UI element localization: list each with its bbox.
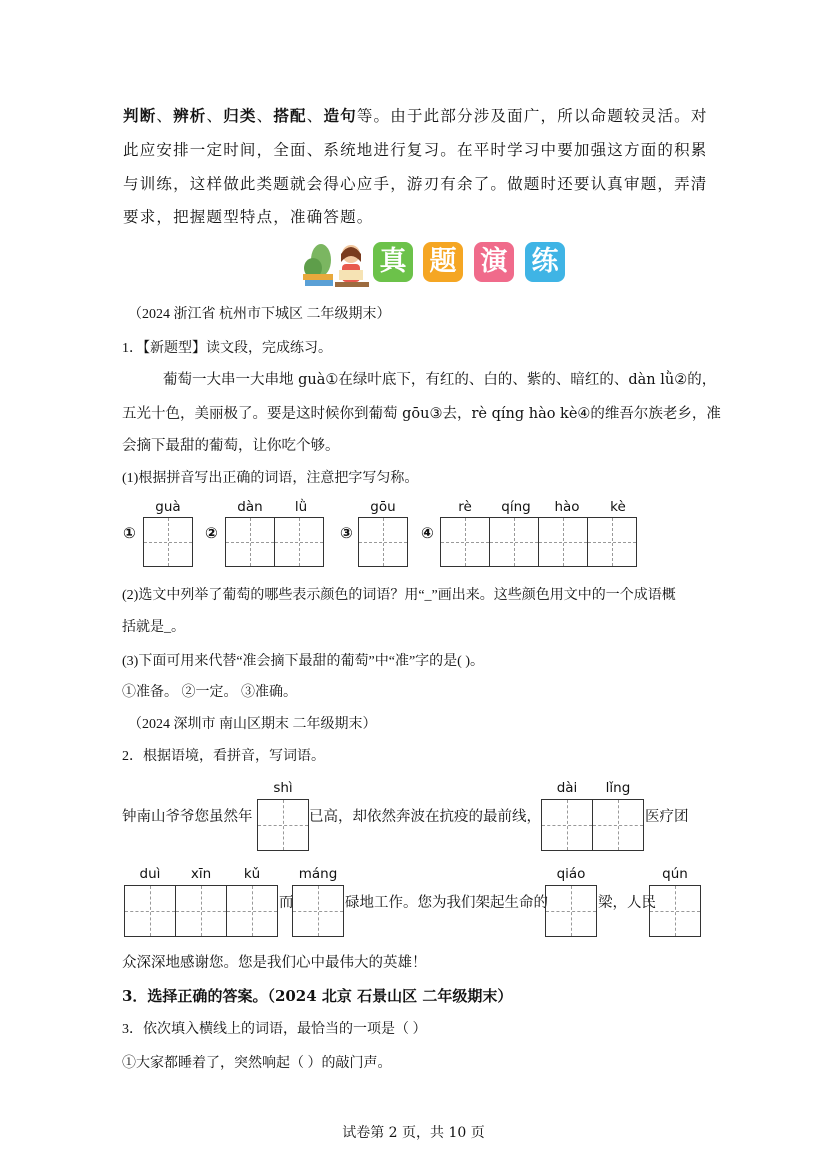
term-match: 搭配 [273,106,307,125]
label-1: ① [123,524,136,542]
pinyin-dui: duì [139,866,161,882]
q2-row1-c: 医疗团 [645,809,689,825]
pinyin-qiao: qiáo [556,866,586,882]
answer-grid-4[interactable] [440,517,636,567]
q2-row3: 众深深地感谢您。您是我们心中最伟大的英雄！ [122,955,427,971]
banner-tile-lian: 练 [525,242,565,282]
pinyin-re: rè [458,499,472,515]
answer-grid-duixinku[interactable] [124,885,277,937]
intro-line-2: 此应安排一定时间，全面、系统地进行复习。在平时学习中要加强这方面的积累 [123,141,708,159]
answer-grid-qiao[interactable] [545,885,596,937]
banner-tile-ti: 题 [423,242,463,282]
answer-grid-1[interactable] [143,517,192,567]
pinyin-hao: hào [554,499,580,515]
q1-sub2-line-2: 括就是_。 [122,620,185,635]
pinyin-shi: shì [273,780,293,796]
pinyin-ling: lǐng [605,780,631,796]
answer-grid-qun[interactable] [649,885,700,937]
term-judge: 判断 [123,106,157,125]
page-footer: 试卷第 2 页，共 10 页 [342,1125,485,1141]
pinyin-ku: kǔ [243,866,261,882]
pinyin-xin: xīn [190,866,212,882]
pinyin-dan: dàn [237,499,263,515]
pinyin-dai: dài [556,780,578,796]
q2-row1-a: 钟南山爷爷您虽然年 [122,809,253,825]
q1-passage-line-2: 五光十色，美丽极了。要是这时候你到葡萄 gōu③去，rè qíng hào kè④的维吾尔族老乡，准 [122,406,721,422]
answer-grid-dailing[interactable] [541,799,643,851]
pinyin-qing: qíng [501,499,531,515]
q1-title: 1．【新题型】读文段，完成练习。 [122,341,332,356]
pinyin-gua: guà [155,499,181,515]
practice-banner [301,240,571,290]
label-3: ③ [340,524,353,542]
pinyin-mang: máng [298,866,338,882]
intro-line-3: 与训练，这样做此类题就会得心应手，游刃有余了。做题时还要认真审题，弄清 [123,175,708,193]
answer-grid-2[interactable] [225,517,323,567]
q2-row1-b: 已高，却依然奔波在抗疫的最前线， [309,809,541,825]
q3-title: 3．依次填入横线上的词语，最恰当的一项是（ ） [122,1022,427,1037]
reading-girl-icon [301,240,373,288]
answer-grid-3[interactable] [358,517,407,567]
intro-line-4: 要求，把握题型特点，准确答题。 [123,208,374,226]
pinyin-gou: gōu [370,499,396,515]
banner-tile-yan: 演 [474,242,514,282]
term-sentence: 造句 [323,106,357,125]
q3-section-heading: 3．选择正确的答案。（2024 北京 石景山区 二年级期末） [122,987,513,1005]
q1-options: ①准备。 ②一定。 ③准确。 [122,685,297,700]
pinyin-ke: kè [610,499,626,515]
answer-grid-shi[interactable] [257,799,308,851]
answer-grid-mang[interactable] [292,885,343,937]
q2-row2-d: 梁，人民 [598,895,656,911]
q1-sub1: (1)根据拼音写出正确的词语，注意把字写匀称。 [122,471,419,486]
q1-sub3: (3)下面可用来代替“准会摘下最甜的葡萄”中“准”字的是( )。 [122,654,485,669]
q1-passage-line-3: 会摘下最甜的葡萄，让你吃个够。 [122,438,340,454]
label-4: ④ [421,524,434,542]
intro-line-1: 判断、辨析、归类、搭配、造句等。由于此部分涉及面广，所以命题较灵活。对 [123,106,708,125]
q1-sub2-line-1: (2)选文中列举了葡萄的哪些表示颜色的词语？用“_”画出来。这些颜色用文中的一个成语概 [122,588,676,603]
q3-item-1: ①大家都睡着了，突然响起（ ）的敲门声。 [122,1056,392,1071]
q1-passage-line-1: 葡萄一大串一大串地 guà①在绿叶底下，有红的、白的、紫的、暗红的、dàn lǜ②的， [163,372,717,388]
q2-title: 2．根据语境，看拼音，写词语。 [122,749,325,764]
banner-tile-zhen: 真 [373,242,413,282]
term-analyze: 辨析 [173,106,207,125]
pinyin-lv: lǜ [294,499,308,515]
label-2: ② [205,524,218,542]
q2-row2-c: 碌地工作。您为我们架起生命的 [345,895,548,911]
q1-source: （2024 浙江省 杭州市下城区 二年级期末） [128,307,391,322]
term-classify: 归类 [223,106,257,125]
pinyin-qun: qún [662,866,688,882]
q2-source: （2024 深圳市 南山区期末 二年级期末） [128,717,377,732]
q2-row2-b: 而 [279,895,294,911]
